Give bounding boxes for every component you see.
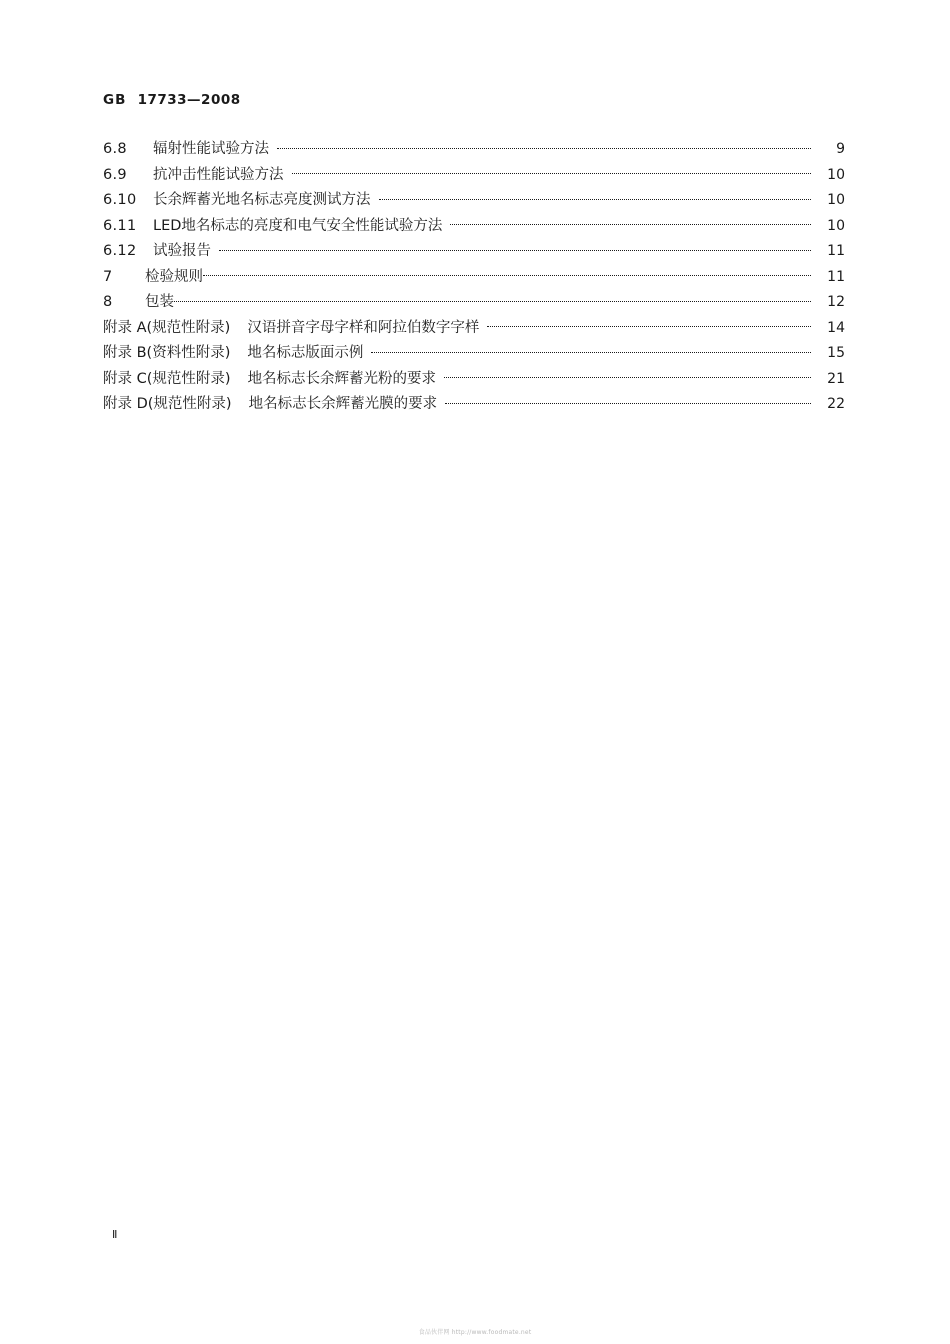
toc-leader-dots	[219, 241, 811, 256]
toc-entry[interactable]	[103, 214, 845, 240]
toc-entry-page: 10	[827, 192, 845, 208]
toc-leader-dots	[174, 292, 811, 307]
toc-entry-title: 地名标志长余辉蓄光粉的要求	[247, 370, 437, 387]
toc-entry-page: 15	[827, 345, 845, 361]
toc-entry-page: 11	[827, 268, 845, 285]
toc-entry-title: 试验报告	[153, 243, 211, 259]
toc-entry-title: 地名标志长余辉蓄光膜的要求	[248, 396, 438, 412]
toc-entry-number: 6.8	[103, 141, 127, 157]
toc-entry[interactable]	[103, 367, 845, 393]
toc-entry[interactable]	[103, 341, 845, 367]
toc-entry-page: 12	[827, 294, 845, 310]
toc-entry-number: 6.9	[103, 166, 127, 183]
standard-label: GB	[103, 92, 127, 108]
toc-entry-title: LED地名标志的亮度和电气安全性能试验方法	[153, 217, 443, 234]
toc-entry-page: 10	[827, 217, 845, 234]
toc-leader-dots	[450, 215, 811, 230]
toc-leader-dots	[444, 368, 811, 383]
toc-entry-title: 检验规则	[145, 268, 203, 285]
toc-leader-dots	[203, 266, 811, 281]
toc-entry-number: 6.10	[103, 192, 137, 208]
toc-entry-title: 抗冲击性能试验方法	[153, 166, 284, 183]
toc-entry[interactable]	[103, 163, 845, 189]
table-of-contents	[103, 137, 845, 418]
toc-entry-number: 7	[103, 268, 113, 285]
toc-entry-page: 21	[827, 370, 845, 387]
footer-page-number: Ⅱ	[112, 1228, 118, 1241]
toc-leader-dots	[445, 394, 811, 409]
toc-entry-title: 长余辉蓄光地名标志亮度测试方法	[153, 192, 371, 208]
toc-leader-dots	[277, 139, 811, 154]
toc-entry-page: 10	[827, 166, 845, 183]
standard-number: 17733—2008	[137, 92, 241, 108]
toc-entry-number: 6.12	[103, 243, 137, 259]
toc-entry-number: 6.11	[103, 217, 137, 234]
toc-entry[interactable]	[103, 316, 845, 342]
toc-entry[interactable]	[103, 239, 845, 265]
toc-leader-dots	[379, 190, 812, 205]
toc-entry-page: 22	[827, 396, 845, 412]
page-header	[103, 92, 241, 108]
toc-entry-page: 11	[827, 243, 845, 259]
toc-entry-number: 8	[103, 294, 113, 310]
toc-leader-dots	[371, 343, 811, 358]
toc-entry-page: 9	[836, 141, 845, 157]
toc-entry-number: 附录 C(规范性附录)	[103, 370, 231, 387]
toc-leader-dots	[292, 164, 812, 179]
toc-entry-page: 14	[827, 319, 845, 336]
toc-entry-title: 辐射性能试验方法	[153, 141, 269, 157]
toc-entry[interactable]	[103, 137, 845, 163]
toc-entry[interactable]	[103, 265, 845, 291]
toc-entry[interactable]	[103, 392, 845, 418]
toc-leader-dots	[487, 317, 811, 332]
toc-entry-title: 汉语拼音字母字样和阿拉伯数字字样	[247, 319, 480, 336]
toc-entry-number: 附录 B(资料性附录)	[103, 345, 231, 361]
toc-entry-title: 包装	[145, 294, 174, 310]
watermark-text: 食品伙伴网 http://www.foodmate.net	[418, 1329, 532, 1336]
toc-entry-title: 地名标志版面示例	[247, 345, 364, 361]
toc-entry[interactable]	[103, 290, 845, 316]
toc-entry-number: 附录 A(规范性附录)	[103, 319, 231, 336]
toc-entry-number: 附录 D(规范性附录)	[103, 396, 232, 412]
toc-entry[interactable]	[103, 188, 845, 214]
